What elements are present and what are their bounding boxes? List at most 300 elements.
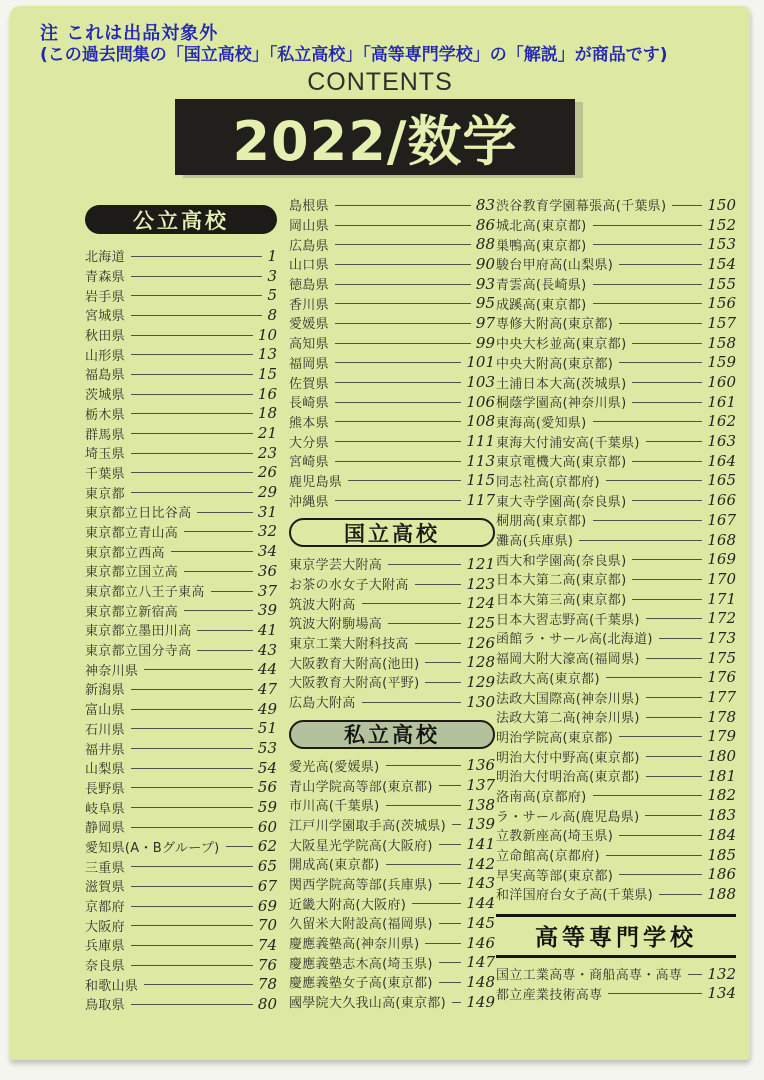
- toc-entry-name: 函館ラ・サール高(北海道): [496, 632, 653, 648]
- leader-line: [144, 669, 253, 670]
- leader-line: [131, 945, 253, 946]
- toc-entry-page: 156: [707, 294, 736, 313]
- toc-entry-page: 108: [466, 412, 495, 431]
- toc-entry: [289, 412, 495, 432]
- toc-entry: [289, 353, 495, 373]
- toc-entry: [289, 471, 495, 491]
- toc-entry-page: 188: [707, 884, 736, 903]
- toc-entry-name: 中央大附高(東京都): [496, 356, 614, 372]
- toc-entry: [496, 313, 736, 333]
- toc-entry-name: 神奈川県: [85, 663, 139, 679]
- leader-line: [439, 844, 462, 845]
- leader-line: [131, 866, 253, 867]
- toc-entry-name: 静岡県: [85, 821, 125, 837]
- leader-line: [131, 689, 253, 690]
- leader-line: [362, 702, 462, 703]
- leader-line: [606, 677, 703, 678]
- toc-entry: [289, 893, 495, 913]
- toc-entry: [496, 864, 736, 884]
- toc-entry-page: 157: [707, 313, 736, 332]
- leader-line: [632, 402, 702, 403]
- toc-entry-page: 80: [257, 994, 277, 1013]
- toc-entry: [289, 992, 495, 1012]
- toc-entry-page: 155: [707, 274, 736, 293]
- toc-entry-name: 石川県: [85, 722, 125, 738]
- toc-entry-name: 土浦日本大高(茨城県): [496, 376, 627, 392]
- toc-entry: [85, 266, 277, 286]
- leader-line: [632, 599, 702, 600]
- leader-line: [131, 413, 253, 414]
- leader-line: [646, 658, 703, 659]
- toc-entry-name: 東京都立八王子東高: [85, 585, 205, 601]
- toc-entry-page: 150: [707, 195, 736, 214]
- leader-line: [335, 441, 461, 442]
- toc-entry-name: 和歌山県: [85, 978, 139, 994]
- toc-entry-name: 渋谷教育学園幕張高(千葉県): [496, 199, 667, 215]
- toc-entry-page: 21: [257, 424, 277, 443]
- toc-entry: [496, 766, 736, 786]
- toc-entry-page: 103: [466, 373, 495, 392]
- toc-entry-name: 山形県: [85, 348, 125, 364]
- toc-entry: [85, 325, 277, 345]
- toc-entry: [496, 746, 736, 766]
- leader-line: [646, 441, 703, 442]
- toc-entry: [85, 778, 277, 798]
- toc-entry-name: 大阪教育大附高(平野): [289, 676, 420, 692]
- toc-entry-name: 法政大第二高(神奈川県): [496, 711, 640, 727]
- toc-entry-name: 青森県: [85, 270, 125, 286]
- toc-entry-name: 慶應義塾志木高(埼玉県): [289, 956, 433, 972]
- toc-entry: [289, 313, 495, 333]
- toc-entry-page: 178: [707, 707, 736, 726]
- toc-entry-page: 3: [267, 266, 277, 285]
- toc-entry-page: 185: [707, 845, 736, 864]
- toc-entry-name: 秋田県: [85, 329, 125, 345]
- leader-line: [335, 402, 461, 403]
- toc-entry-page: 167: [707, 510, 736, 529]
- toc-entry: [85, 738, 277, 758]
- leader-line: [659, 894, 702, 895]
- toc-entry-name: 福岡県: [289, 356, 329, 372]
- toc-entry: [85, 659, 277, 679]
- toc-entry-name: 同志社高(京都府): [496, 474, 600, 490]
- toc-entry: [85, 522, 277, 542]
- toc-entry: [85, 620, 277, 640]
- leader-line: [415, 584, 462, 585]
- toc-entry-name: 熊本県: [289, 415, 329, 431]
- leader-line: [593, 225, 703, 226]
- toc-entry-page: 44: [257, 660, 277, 679]
- toc-entry-page: 161: [707, 392, 736, 411]
- leader-line: [335, 362, 461, 363]
- toc-entry-page: 15: [257, 364, 277, 383]
- leader-line: [619, 323, 702, 324]
- toc-entry: [496, 668, 736, 688]
- toc-entry-name: 東京都立青山高: [85, 525, 179, 541]
- toc-entry-name: 広島大附高: [289, 696, 356, 712]
- toc-entry-name: 日本大第二高(東京都): [496, 573, 627, 589]
- toc-entry-page: 86: [475, 215, 495, 234]
- toc-entry-name: 明治大付明治高(東京都): [496, 770, 640, 786]
- toc-entry-name: 慶應義塾高(神奈川県): [289, 937, 420, 953]
- toc-entry-name: 岡山県: [289, 219, 329, 235]
- leader-line: [131, 492, 253, 493]
- toc-entry-page: 37: [257, 581, 277, 600]
- toc-entry-name: 北海道: [85, 250, 125, 266]
- toc-entry-page: 90: [475, 254, 495, 273]
- toc-entry-page: 78: [257, 975, 277, 994]
- leader-line: [579, 540, 702, 541]
- leader-line: [197, 630, 253, 631]
- toc-entry-page: 18: [257, 404, 277, 423]
- toc-entry-page: 146: [466, 933, 495, 952]
- toc-entry-name: 奈良県: [85, 959, 125, 975]
- toc-entry-name: 久留米大附設高(福岡県): [289, 917, 433, 933]
- toc-entry-page: 83: [475, 195, 495, 214]
- leader-line: [131, 807, 253, 808]
- toc-entry-name: 島根県: [289, 199, 329, 215]
- toc-entry-page: 29: [257, 483, 277, 502]
- toc-entry-name: 福井県: [85, 742, 125, 758]
- toc-entry-page: 173: [707, 628, 736, 647]
- leader-line: [211, 591, 253, 592]
- leader-line: [388, 564, 461, 565]
- toc-entry: [85, 581, 277, 601]
- leader-line: [131, 276, 263, 277]
- leader-line: [131, 335, 253, 336]
- toc-entry-name: 山梨県: [85, 762, 125, 778]
- toc-entry-page: 49: [257, 699, 277, 718]
- leader-line: [131, 886, 253, 887]
- toc-entry-name: 東京都立日比谷高: [85, 506, 192, 522]
- toc-entry: [289, 972, 495, 992]
- toc-entry-page: 147: [466, 953, 495, 972]
- toc-entry: [289, 756, 495, 776]
- leader-line: [632, 500, 702, 501]
- toc-entry-name: 明治大付中野高(東京都): [496, 750, 640, 766]
- toc-entry-page: 144: [466, 894, 495, 913]
- toc-entry-page: 101: [466, 353, 495, 372]
- toc-entry-page: 54: [257, 758, 277, 777]
- leader-line: [606, 855, 703, 856]
- toc-entry-name: 佐賀県: [289, 376, 329, 392]
- leader-line: [131, 394, 253, 395]
- toc-entry: [496, 412, 736, 432]
- toc-entry: [289, 692, 495, 712]
- toc-entry: [289, 293, 495, 313]
- toc-entry-page: 180: [707, 747, 736, 766]
- toc-entry: [496, 884, 736, 904]
- toc-entry: [85, 404, 277, 424]
- toc-entry-page: 76: [257, 955, 277, 974]
- toc-entry-name: 中央大杉並高(東京都): [496, 337, 627, 353]
- leader-line: [672, 205, 702, 206]
- toc-entry: [85, 797, 277, 817]
- toc-entry-page: 158: [707, 333, 736, 352]
- toc-entry: [289, 933, 495, 953]
- toc-entry: [85, 935, 277, 955]
- leader-line: [645, 815, 702, 816]
- toc-entry: [85, 699, 277, 719]
- toc-entry-name: 香川県: [289, 297, 329, 313]
- leader-line: [335, 382, 461, 383]
- toc-entry-page: 5: [267, 286, 277, 305]
- leader-line: [131, 1004, 253, 1005]
- toc-entry-page: 177: [707, 688, 736, 707]
- toc-entry-name: 専修大附高(東京都): [496, 317, 614, 333]
- leader-line: [184, 531, 253, 532]
- toc-entry: [289, 913, 495, 933]
- leader-line: [335, 323, 471, 324]
- banner-title: 2022/数学: [232, 109, 518, 173]
- toc-entry: [496, 490, 736, 510]
- toc-entry-name: 京都府: [85, 900, 125, 916]
- toc-entry-name: 宮城県: [85, 309, 125, 325]
- toc-entry: [289, 554, 495, 574]
- toc-entry-name: 法政大高(東京都): [496, 671, 600, 687]
- toc-entry: [496, 648, 736, 668]
- toc-entry-name: 日本大第三高(東京都): [496, 593, 627, 609]
- toc-entry: [85, 719, 277, 739]
- leader-line: [659, 638, 703, 639]
- toc-entry-name: 東京都立国分寺高: [85, 644, 192, 660]
- toc-entry-page: 128: [466, 653, 495, 672]
- toc-entry: [496, 825, 736, 845]
- toc-entry: [85, 541, 277, 561]
- toc-entry: [289, 195, 495, 215]
- leader-line: [131, 906, 253, 907]
- toc-entry-page: 153: [707, 235, 736, 254]
- toc-entry: [85, 896, 277, 916]
- toc-entry: [289, 652, 495, 672]
- toc-entry-name: 日本大習志野高(千葉県): [496, 612, 640, 628]
- leader-line: [335, 244, 471, 245]
- toc-entry: [496, 451, 736, 471]
- toc-entry: [289, 834, 495, 854]
- leader-line: [439, 923, 462, 924]
- toc-entry: [496, 333, 736, 353]
- toc-entry-name: 市川高(千葉県): [289, 799, 380, 815]
- leader-line: [688, 974, 702, 975]
- toc-entry-name: 法政大国際高(神奈川県): [496, 691, 640, 707]
- toc-entry: [289, 431, 495, 451]
- toc-entry: [496, 727, 736, 747]
- toc-entry-page: 170: [707, 569, 736, 588]
- toc-entry-name: 和洋国府台女子高(千葉県): [496, 888, 654, 904]
- leader-line: [632, 579, 702, 580]
- toc-entry-name: 岐阜県: [85, 801, 125, 817]
- toc-entry-page: 134: [707, 984, 736, 1003]
- leader-line: [593, 303, 703, 304]
- notice-line2: (この過去問集の「国立高校」「私立高校」「高等専門学校」の「解説」が商品です): [40, 45, 668, 65]
- toc-entry-page: 88: [475, 235, 495, 254]
- leader-line: [439, 982, 462, 983]
- toc-entry-page: 181: [707, 766, 736, 785]
- toc-entry-name: 愛媛県: [289, 317, 329, 333]
- toc-entry: [85, 443, 277, 463]
- leader-line: [386, 765, 462, 766]
- leader-line: [131, 748, 253, 749]
- toc-entry: [85, 817, 277, 837]
- leader-line: [362, 603, 462, 604]
- toc-entry: [85, 364, 277, 384]
- toc-entry-page: 125: [466, 613, 495, 632]
- leader-line: [608, 993, 702, 994]
- leader-line: [348, 480, 461, 481]
- toc-entry: [496, 589, 736, 609]
- toc-entry: [289, 775, 495, 795]
- contents-heading: CONTENTS: [307, 68, 453, 96]
- notice-line1: 注 これは出品対象外: [40, 23, 219, 44]
- toc-entry-page: 59: [257, 798, 277, 817]
- toc-entry: [496, 805, 736, 825]
- toc-entry-name: 青山学院高等部(東京都): [289, 779, 433, 795]
- contents-page: [10, 6, 750, 1060]
- toc-entry: [496, 254, 736, 274]
- toc-entry-name: 大阪教育大附高(池田): [289, 656, 420, 672]
- leader-line: [226, 846, 253, 847]
- toc-entry-page: 106: [466, 392, 495, 411]
- leader-line: [131, 728, 253, 729]
- toc-entry-name: 鳥取県: [85, 998, 125, 1014]
- leader-line: [415, 643, 462, 644]
- toc-entry-name: 東京都立新宿高: [85, 604, 179, 620]
- leader-line: [386, 864, 462, 865]
- toc-entry-page: 130: [466, 692, 495, 711]
- toc-entry-name: 山口県: [289, 258, 329, 274]
- toc-entry-name: 東京工業大附科技高: [289, 637, 409, 653]
- toc-entry-page: 176: [707, 668, 736, 687]
- toc-entry: [289, 854, 495, 874]
- toc-entry-page: 149: [466, 992, 495, 1011]
- toc-entry-name: 福岡大附大濠高(福岡県): [496, 652, 640, 668]
- toc-entry-page: 123: [466, 574, 495, 593]
- toc-column-1: [85, 195, 277, 1014]
- toc-entry-name: 宮崎県: [289, 455, 329, 471]
- leader-line: [131, 472, 253, 473]
- toc-entry-name: 東大寺学園高(奈良県): [496, 494, 627, 510]
- toc-entry-page: 10: [257, 325, 277, 344]
- leader-line: [619, 874, 702, 875]
- toc-entry: [496, 215, 736, 235]
- toc-entry: [289, 234, 495, 254]
- toc-entry: [85, 915, 277, 935]
- toc-entry-name: 成蹊高(東京都): [496, 297, 587, 313]
- leader-line: [335, 500, 461, 501]
- toc-entry: [85, 305, 277, 325]
- toc-entry-page: 168: [707, 530, 736, 549]
- toc-entry-page: 152: [707, 215, 736, 234]
- toc-entry-name: 長崎県: [289, 396, 329, 412]
- toc-entry-name: 東海大付浦安高(千葉県): [496, 435, 640, 451]
- toc-entry-name: 桐蔭学園高(神奈川県): [496, 396, 627, 412]
- toc-entry-name: 埼玉県: [85, 447, 125, 463]
- toc-entry-page: 138: [466, 795, 495, 814]
- leader-line: [632, 382, 702, 383]
- leader-line: [646, 776, 703, 777]
- toc-entry: [496, 707, 736, 727]
- toc-entry: [496, 293, 736, 313]
- toc-entry-name: 駿台甲府高(山梨県): [496, 258, 614, 274]
- toc-entry-page: 162: [707, 412, 736, 431]
- toc-entry-name: 兵庫県: [85, 939, 125, 955]
- leader-line: [439, 962, 462, 963]
- toc-entry: [289, 490, 495, 510]
- toc-entry-page: 129: [466, 672, 495, 691]
- toc-entry-name: 國學院大久我山高(東京都): [289, 996, 447, 1012]
- toc-entry-name: 東京都立西高: [85, 545, 165, 561]
- toc-entry: [289, 952, 495, 972]
- toc-entry-page: 34: [257, 542, 277, 561]
- leader-line: [184, 571, 253, 572]
- toc-entry: [496, 983, 736, 1003]
- toc-entry: [85, 856, 277, 876]
- toc-entry-name: 三重県: [85, 860, 125, 876]
- toc-entry-page: 154: [707, 254, 736, 273]
- leader-line: [593, 795, 703, 796]
- toc-entry-name: 愛光高(愛媛県): [289, 759, 380, 775]
- toc-entry-name: 関西学院高等部(兵庫県): [289, 877, 433, 893]
- leader-line: [131, 354, 253, 355]
- leader-line: [388, 623, 461, 624]
- toc-entry-page: 67: [257, 876, 277, 895]
- toc-entry-page: 179: [707, 727, 736, 746]
- toc-entry-name: 沖縄県: [289, 494, 329, 510]
- toc-entry-name: 江戸川学園取手高(茨城県): [289, 818, 447, 834]
- toc-entry-name: 筑波大附高: [289, 597, 356, 613]
- toc-entry: [496, 471, 736, 491]
- leader-line: [606, 480, 703, 481]
- leader-line: [425, 943, 461, 944]
- leader-line: [131, 315, 263, 316]
- toc-entry: [496, 687, 736, 707]
- leader-line: [335, 461, 461, 462]
- leader-line: [646, 717, 703, 718]
- toc-entry: [85, 640, 277, 660]
- toc-entry: [496, 274, 736, 294]
- leader-line: [144, 984, 253, 985]
- toc-entry: [289, 672, 495, 692]
- toc-entry-name: 早実高等部(東京都): [496, 868, 614, 884]
- toc-entry-name: 高知県: [289, 337, 329, 353]
- leader-line: [452, 1002, 461, 1003]
- toc-entry-name: お茶の水女子大附高: [289, 578, 409, 594]
- toc-entry: [289, 593, 495, 613]
- toc-entry: [85, 600, 277, 620]
- toc-entry-name: 慶應義塾女子高(東京都): [289, 976, 433, 992]
- toc-entry: [85, 837, 277, 857]
- toc-entry-name: 鹿児島県: [289, 474, 343, 490]
- leader-line: [646, 697, 703, 698]
- leader-line: [131, 709, 253, 710]
- toc-entry-page: 43: [257, 640, 277, 659]
- toc-entry-name: 桐朋高(東京都): [496, 514, 587, 530]
- leader-line: [335, 225, 471, 226]
- notice-text: [40, 22, 668, 66]
- toc-entry-page: 41: [257, 620, 277, 639]
- leader-line: [131, 433, 253, 434]
- leader-line: [619, 736, 702, 737]
- toc-entry-name: 長野県: [85, 781, 125, 797]
- toc-entry: [289, 815, 495, 835]
- toc-entry-page: 115: [466, 471, 495, 490]
- toc-entry-name: 徳島県: [289, 278, 329, 294]
- leader-line: [131, 827, 253, 828]
- toc-entry-name: 青雲高(長崎県): [496, 278, 587, 294]
- toc-entry-name: 東海高(愛知県): [496, 415, 587, 431]
- toc-entry-page: 141: [466, 835, 495, 854]
- toc-entry-page: 183: [707, 806, 736, 825]
